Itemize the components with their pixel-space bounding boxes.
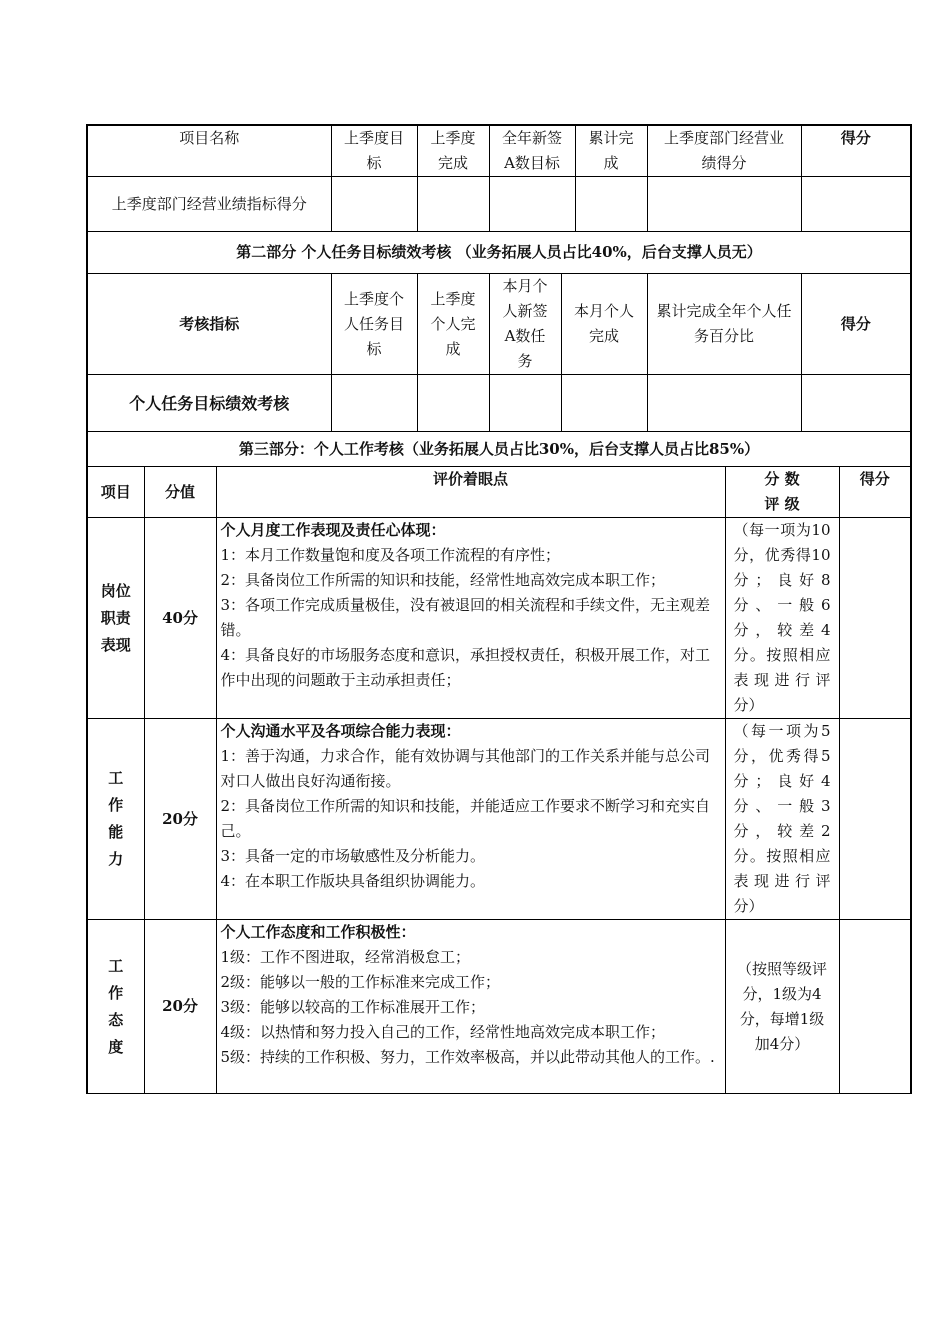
cell-empty — [575, 177, 647, 232]
cell-empty — [647, 177, 801, 232]
criteria-line: 2：具备岗位工作所需的知识和技能，经常性地高效完成本职工作； — [220, 571, 666, 589]
criteria-line: 2级：能够以一般的工作标准来完成工作； — [220, 973, 501, 991]
header-item: 项目 — [87, 467, 144, 518]
section3-table — [86, 466, 912, 1094]
header-dept-performance-score: 上季度部门经营业绩得分 — [647, 125, 801, 177]
header-rating-level: 分 数 评 级 — [725, 467, 839, 518]
points-value: 20分 — [144, 719, 216, 920]
criteria-title: 个人沟通水平及各项综合能力表现： — [220, 722, 461, 740]
section3-title: 第三部分：个人工作考核（业务拓展人员占比30%，后台支撑人员占比85%） — [87, 432, 911, 467]
criteria-line: 3：各项工作完成质量极佳，没有被退回的相关流程和手续文件，无主观差错。 — [220, 596, 711, 639]
criteria-line: 3级：能够以较高的工作标准展开工作； — [220, 998, 486, 1016]
item-work-attitude: 工作态度 — [87, 920, 144, 1094]
header-evaluation-focus: 评价着眼点 — [216, 467, 725, 518]
cell-empty — [647, 375, 801, 432]
cell-empty — [561, 375, 647, 432]
score-cell — [839, 920, 911, 1094]
header-monthly-personal-done: 本月个人完成 — [561, 274, 647, 375]
cell-empty — [489, 375, 561, 432]
row-personal-task-appraisal: 个人任务目标绩效考核 — [87, 375, 331, 432]
criteria-line: 5级：持续的工作积极、努力，工作效率极高，并以此带动其他人的工作。. — [220, 1048, 715, 1066]
criteria-line: 2：具备岗位工作所需的知识和技能，并能适应工作要求不断学习和充实自己。 — [220, 797, 711, 840]
criteria-line: 4级：以热情和努力投入自己的工作，经常性地高效完成本职工作； — [220, 1023, 666, 1041]
criteria-line: 1：善于沟通，力求合作，能有效协调与其他部门的工作关系并能与总公司对口人做出良好沟通衔接。 — [220, 747, 711, 790]
criteria-line: 1级：工作不图进取，经常消极怠工； — [220, 948, 471, 966]
points-value: 40分 — [144, 518, 216, 719]
appraisal-form — [86, 124, 910, 1094]
header-cumulative-done: 累计完成 — [575, 125, 647, 177]
header-indicator: 考核指标 — [87, 274, 331, 375]
header-monthly-new-a-task: 本月个人新签A数任务 — [489, 274, 561, 375]
cell-empty — [801, 177, 911, 232]
criteria-cell — [216, 920, 725, 1094]
cell-empty — [801, 375, 911, 432]
rating-description: （每一项为10分，优秀得10分；良好8分、一般6分，较差4分。按照相应表现进行评分） — [725, 518, 839, 719]
header-score: 得分 — [801, 274, 911, 375]
item-work-ability: 工作能力 — [87, 719, 144, 920]
header-annual-task-percent: 累计完成全年个人任务百分比 — [647, 274, 801, 375]
header-project-name: 项目名称 — [87, 125, 331, 177]
cell-empty — [417, 375, 489, 432]
header-last-quarter-target: 上季度目标 — [331, 125, 417, 177]
section2-title: 第二部分 个人任务目标绩效考核 （业务拓展人员占比40%，后台支撑人员无） — [87, 232, 911, 274]
item-job-duties: 岗位职责表现 — [87, 518, 144, 719]
cell-empty — [417, 177, 489, 232]
points-value: 20分 — [144, 920, 216, 1094]
criteria-cell — [216, 719, 725, 920]
header-personal-done: 上季度个人完成 — [417, 274, 489, 375]
header-points: 分值 — [144, 467, 216, 518]
table-row — [87, 719, 911, 920]
criteria-line: 1：本月工作数量饱和度及各项工作流程的有序性； — [220, 546, 561, 564]
rating-description: （按照等级评分，1级为4分，每增1级加4分） — [725, 920, 839, 1094]
cell-empty — [331, 375, 417, 432]
table-row — [87, 920, 911, 1094]
section1-table — [86, 124, 912, 274]
criteria-title: 个人工作态度和工作积极性： — [220, 923, 416, 941]
header-annual-new-a-target: 全年新签A数目标 — [489, 125, 575, 177]
criteria-cell — [216, 518, 725, 719]
header-personal-task-target: 上季度个人任务目标 — [331, 274, 417, 375]
header-score: 得分 — [801, 125, 911, 177]
cell-empty — [489, 177, 575, 232]
criteria-line: 4：具备良好的市场服务态度和意识，承担授权责任，积极开展工作，对工作中出现的问题敢于主动承担责任； — [220, 646, 711, 689]
cell-empty — [331, 177, 417, 232]
score-cell — [839, 719, 911, 920]
score-cell — [839, 518, 911, 719]
table-row — [87, 518, 911, 719]
row-dept-indicator-score: 上季度部门经营业绩指标得分 — [87, 177, 331, 232]
criteria-line: 4：在本职工作版块具备组织协调能力。 — [220, 872, 486, 890]
criteria-title: 个人月度工作表现及责任心体现： — [220, 521, 446, 539]
criteria-line: 3：具备一定的市场敏感性及分析能力。 — [220, 847, 486, 865]
section2-table — [86, 273, 912, 467]
header-score: 得分 — [839, 467, 911, 518]
header-last-quarter-done: 上季度完成 — [417, 125, 489, 177]
rating-description: （每一项为5分，优秀得5分；良好4分、一般3分，较差2分。按照相应表现进行评分） — [725, 719, 839, 920]
